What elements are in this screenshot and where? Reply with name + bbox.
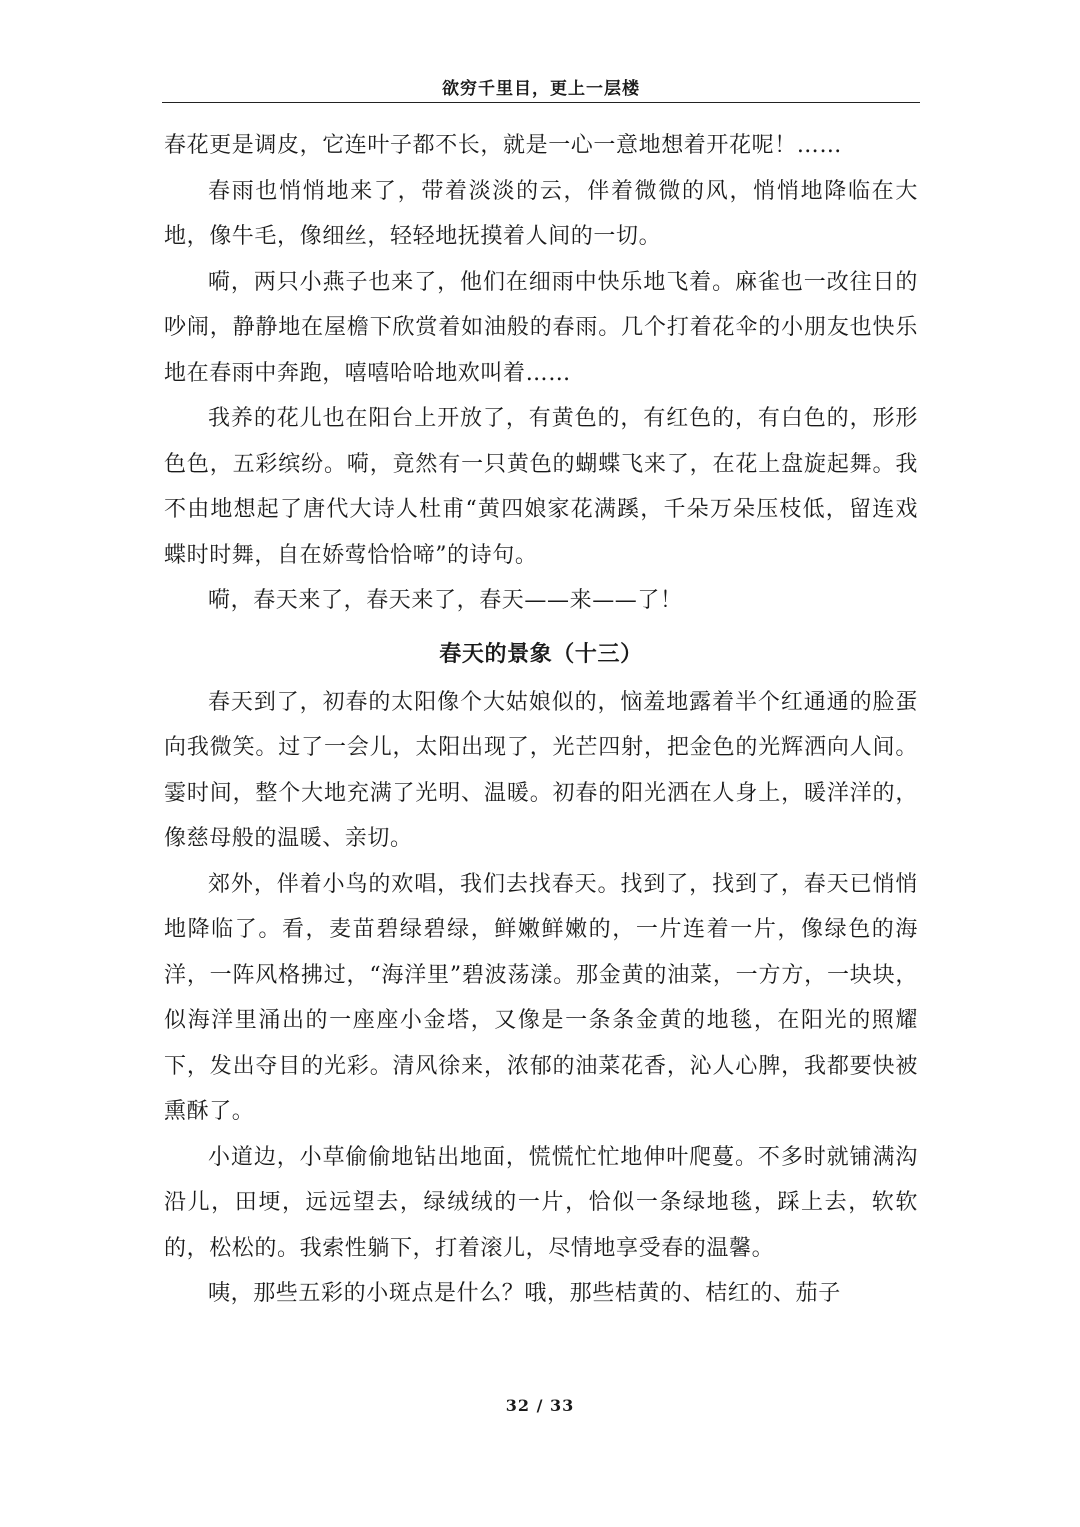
paragraph: 嗬，两只小燕子也来了，他们在细雨中快乐地飞着。麻雀也一改往日的吵闹，静静地在屋檐下欣赏着如油般的春雨。几个打着花伞的小朋友也快乐地在春雨中奔跑，嘻嘻哈哈地欢叫着…… [164, 269, 918, 386]
paragraph: 小道边，小草偷偷地钻出地面，慌慌忙忙地伸叶爬蔓。不多时就铺满沟沿儿，田埂，远远望去，绿绒绒的一片，恰似一条绿地毯，踩上去，软软的，松松的。我索性躺下，打着滚儿，尽情地享受春的温馨。 [164, 1144, 918, 1261]
page-number: 32 / 33 [505, 1396, 575, 1415]
paragraph: 春花更是调皮，它连叶子都不长，就是一心一意地想着开花呢！…… [164, 133, 843, 158]
paragraph: 嗬，春天来了，春天来了，春天——来——了！ [208, 588, 683, 613]
paragraph: 春雨也悄悄地来了，带着淡淡的云，伴着微微的风，悄悄地降临在大地，像牛毛，像细丝，轻轻地抚摸着人间的一切。 [164, 178, 918, 249]
paragraph: 我养的花儿也在阳台上开放了，有黄色的，有红色的，有白色的，形形色色，五彩缤纷。嗬，竟然有一只黄色的蝴蝶飞来了，在花上盘旋起舞。我不由地想起了唐代大诗人杜甫“黄四娘家花满蹊，千朵万朵压枝低，留连戏蝶时时舞，自在娇莺恰恰啼”的诗句。 [164, 406, 918, 568]
header-divider [162, 102, 920, 103]
body-text [164, 123, 918, 1317]
paragraph: 郊外，伴着小鸟的欢唱，我们去找春天。找到了，找到了，春天已悄悄地降临了。看，麦苗碧绿碧绿，鲜嫩鲜嫩的，一片连着一片，像绿色的海洋，一阵风格拂过，“海洋里”碧波荡漾。那金黄的油菜，一方方，一块块，似海洋里涌出的一座座小金塔，又像是一条条金黄的地毯，在阳光的照耀下，发出夺目的光彩。清风徐来，浓郁的油菜花香，沁人心脾，我都要快被熏酥了。 [164, 871, 918, 1124]
section-title: 春天的景象（十三） [439, 640, 643, 667]
running-header: 欲穷千里目，更上一层楼 [442, 79, 640, 99]
paragraph: 春天到了，初春的太阳像个大姑娘似的，恼羞地露着半个红通通的脸蛋向我微笑。过了一会儿，太阳出现了，光芒四射，把金色的光辉洒向人间。霎时间，整个大地充满了光明、温暖。初春的阳光洒在人身上，暖洋洋的，像慈母般的温暖、亲切。 [164, 689, 918, 851]
paragraph: 咦，那些五彩的小斑点是什么？哦，那些桔黄的、桔红的、茄子 [208, 1281, 841, 1306]
